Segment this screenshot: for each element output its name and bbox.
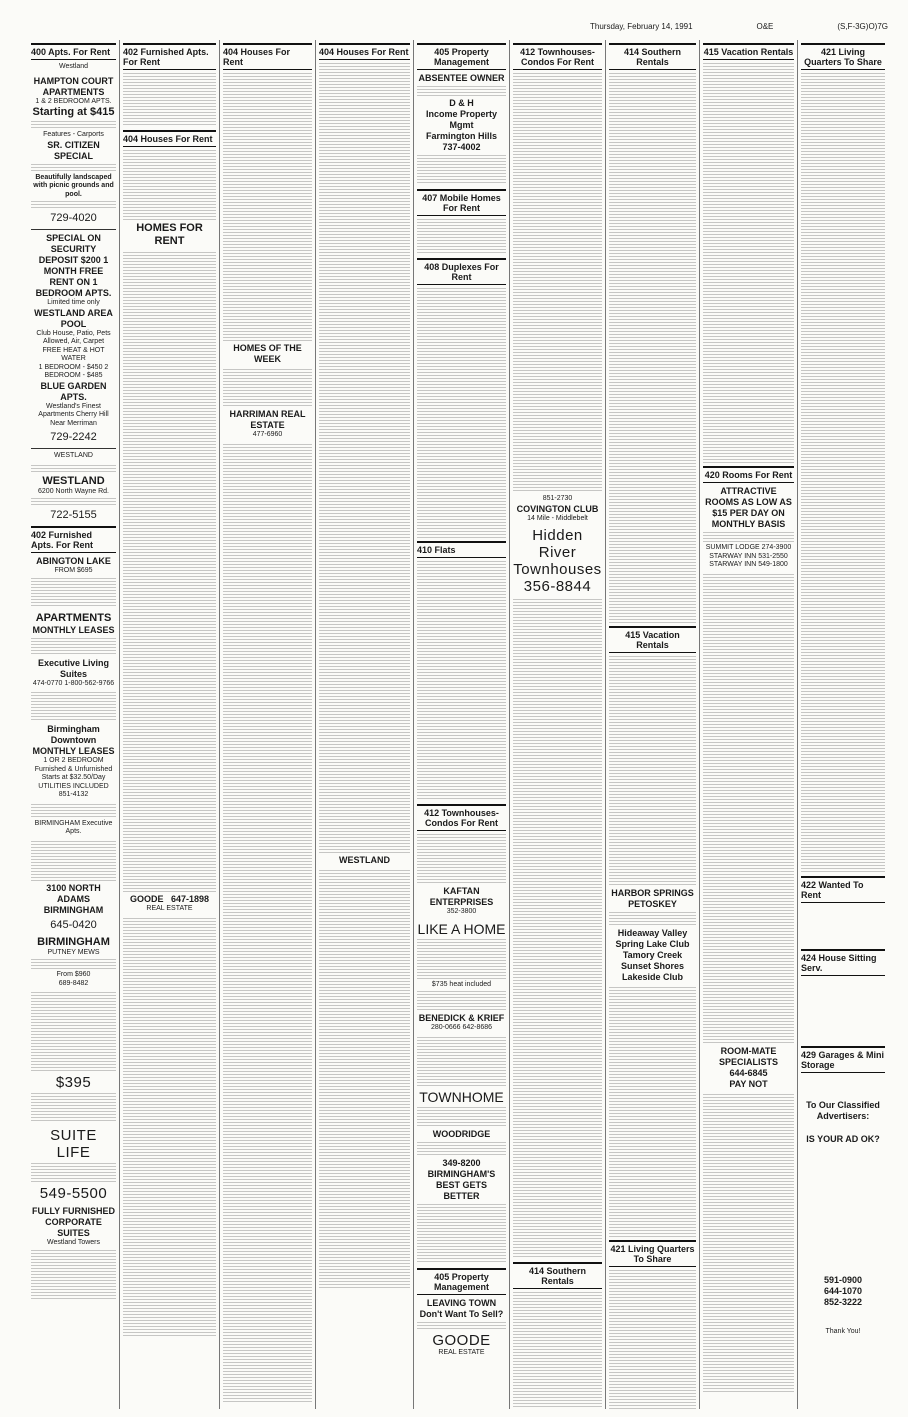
blank-space bbox=[801, 979, 885, 1043]
townhome-ad bbox=[417, 1089, 506, 1264]
starway1-line: STARWAY INN 531-2550 bbox=[709, 552, 788, 560]
pay-not: PAY NOT bbox=[729, 1078, 768, 1089]
homes-week-ad bbox=[223, 343, 312, 365]
goode-ad bbox=[123, 894, 216, 914]
divider bbox=[31, 448, 116, 449]
section-header: 404 Houses For Rent bbox=[223, 43, 312, 70]
harbor-ad bbox=[609, 888, 696, 983]
monthly-leases: MONTHLY LEASES bbox=[32, 624, 115, 635]
attractive-ad bbox=[703, 486, 794, 570]
fine-print bbox=[703, 1094, 794, 1394]
fine-print bbox=[609, 912, 696, 926]
section-header: 415 Vacation Rentals bbox=[703, 43, 794, 60]
benedick-title: BENEDICK & KRIEF bbox=[418, 1013, 505, 1023]
price-395: $395 bbox=[55, 1074, 92, 1091]
fine-print bbox=[223, 369, 312, 407]
rates-text: 1 BEDROOM - $450 2 BEDROOM - $485 bbox=[38, 363, 109, 379]
section-header: 404 Houses For Rent bbox=[319, 43, 410, 60]
harriman-ad bbox=[223, 409, 312, 440]
fine-print bbox=[703, 574, 794, 1044]
bham-exec: BIRMINGHAM Executive Apts. bbox=[34, 819, 113, 835]
goode-name: GOODE bbox=[129, 894, 164, 904]
fine-print bbox=[319, 870, 410, 1290]
section-header: 429 Garages & Mini Storage bbox=[801, 1046, 885, 1073]
suite-life-phone: 549-5500 bbox=[39, 1185, 108, 1202]
fully-sub: Westland Towers bbox=[46, 1239, 101, 1246]
westland-pool: WESTLAND AREA POOL bbox=[34, 307, 113, 329]
club-text: Club House, Patio, Pets Allowed, Air, Carpet bbox=[36, 329, 111, 345]
notice-ad bbox=[801, 1100, 885, 1337]
bham-best: BIRMINGHAM'S BEST GETS BETTER bbox=[427, 1168, 496, 1201]
dh-title: D & H bbox=[449, 98, 474, 108]
column-8 bbox=[700, 40, 798, 1409]
goode-title bbox=[123, 894, 216, 905]
apartments-ad bbox=[31, 612, 116, 689]
leaving-title: LEAVING TOWN Don't Want To Sell? bbox=[419, 1297, 504, 1319]
column-1 bbox=[28, 40, 120, 1409]
kaftan-phone: 352-3800 bbox=[446, 908, 477, 915]
goode2-title: GOODE bbox=[432, 1331, 491, 1349]
suite-life-title: SUITE LIFE bbox=[50, 1127, 97, 1161]
wayne-address: 6200 North Wayne Rd. bbox=[38, 487, 109, 495]
fine-print bbox=[417, 1204, 506, 1264]
section-header: 402 Furnished Apts. For Rent bbox=[31, 526, 116, 553]
goode-phone: 647-1898 bbox=[170, 894, 210, 904]
section-header: 412 Townhouses-Condos For Rent bbox=[417, 804, 506, 831]
hidden-river-sub: Townhouses bbox=[513, 561, 602, 578]
roommate-title: ROOM-MATE SPECIALISTS bbox=[718, 1045, 778, 1067]
heat-text: FREE HEAT & HOT WATER bbox=[42, 346, 105, 362]
price-395-ad bbox=[31, 1074, 116, 1123]
column-4 bbox=[316, 40, 414, 1409]
column-7 bbox=[606, 40, 700, 1409]
monthly2-sub: 1 OR 2 BEDROOM Furnished & Unfurnished Starts at $32.50/Day UTILITIES INCLUDED bbox=[34, 757, 113, 790]
fine-print bbox=[609, 656, 696, 886]
wayne-title: WESTLAND bbox=[42, 474, 105, 487]
masthead-code: (S,F-3G)O)7G bbox=[837, 22, 888, 31]
fine-print bbox=[223, 444, 312, 1404]
column-2 bbox=[120, 40, 220, 1409]
kaftan-ad bbox=[417, 886, 506, 917]
fine-print bbox=[513, 599, 602, 1259]
bham-downtown-title: Birmingham Downtown bbox=[47, 724, 100, 745]
abington-ad bbox=[31, 556, 116, 608]
suite-life-ad bbox=[31, 1127, 116, 1202]
fine-print bbox=[417, 219, 506, 255]
townhome-title: TOWNHOME bbox=[419, 1088, 504, 1105]
fine-print bbox=[31, 465, 116, 473]
fine-print bbox=[223, 73, 312, 341]
fine-print bbox=[609, 1270, 696, 1409]
section-header: 407 Mobile Homes For Rent bbox=[417, 189, 506, 216]
apartments-title: APARTMENTS bbox=[35, 611, 112, 624]
westland-label: Westland bbox=[58, 63, 89, 70]
section-header: 421 Living Quarters To Share bbox=[801, 43, 885, 70]
fine-print bbox=[123, 150, 216, 220]
adams-address: 3100 NORTH ADAMS BIRMINGHAM bbox=[43, 882, 104, 915]
fine-print bbox=[417, 1322, 506, 1330]
farmington-phone: Farmington Hills 737-4002 bbox=[425, 131, 497, 152]
section-header: 410 Flats bbox=[417, 541, 506, 558]
covington-sub: 14 Mile - Middlebelt bbox=[527, 514, 588, 522]
harriman-phone: 477-6960 bbox=[252, 431, 283, 438]
westland-title: WESTLAND bbox=[339, 855, 390, 865]
homes-week-title: HOMES OF THE WEEK bbox=[233, 343, 302, 364]
special-title: SPECIAL ON SECURITY DEPOSIT $200 1 MONTH FREE RENT ON 1 BEDROOM APTS. bbox=[35, 233, 112, 298]
covington-phone: 851-2730 bbox=[542, 495, 573, 502]
monthly2-title: MONTHLY LEASES bbox=[32, 746, 115, 756]
woodridge-title: WOODRIDGE bbox=[432, 1128, 491, 1139]
putney-ad bbox=[31, 936, 116, 989]
fine-print bbox=[31, 804, 116, 818]
hampton-title: HAMPTON COURT APARTMENTS bbox=[33, 75, 114, 97]
blue-garden-sub: Westland's Finest Apartments Cherry Hill Near Merriman bbox=[38, 402, 109, 427]
abington-price: FROM $695 bbox=[54, 567, 93, 574]
fine-print bbox=[319, 63, 410, 853]
notice-question: IS YOUR AD OK? bbox=[806, 1134, 880, 1144]
hidden-river-title: Hidden River bbox=[532, 527, 583, 561]
homes-for-rent-title: HOMES FOR RENT bbox=[136, 222, 203, 247]
harriman-title: HARRIMAN REAL ESTATE bbox=[229, 409, 306, 430]
citizen-title: SR. CITIZEN SPECIAL bbox=[47, 139, 100, 161]
hampton-extra: Features - Carports bbox=[43, 131, 104, 138]
fine-print bbox=[417, 1142, 506, 1156]
hampton-ad bbox=[31, 76, 116, 226]
fine-print bbox=[31, 959, 116, 969]
masthead bbox=[590, 22, 888, 31]
westland-ad bbox=[319, 855, 410, 866]
goode2-sub: REAL ESTATE bbox=[438, 1348, 485, 1356]
bham-downtown-ad bbox=[31, 724, 116, 800]
notice-phones: 591-0900 644-1070 852-3222 bbox=[823, 1275, 863, 1307]
fine-print bbox=[31, 692, 116, 722]
column-3 bbox=[220, 40, 316, 1409]
fully-title: FULLY FURNISHED CORPORATE SUITES bbox=[31, 1206, 115, 1238]
absentee-title: ABSENTEE OWNER bbox=[418, 73, 505, 83]
fine-print bbox=[609, 987, 696, 1237]
fine-print bbox=[31, 498, 116, 506]
fine-print bbox=[417, 561, 506, 801]
divider bbox=[31, 229, 116, 230]
putney-phone: 689-8482 bbox=[58, 979, 89, 987]
notice-thanks: Thank You! bbox=[825, 1328, 861, 1335]
leaving-ad bbox=[417, 1298, 506, 1358]
section-header: 412 Townhouses-Condos For Rent bbox=[513, 43, 602, 70]
covington-title: COVINGTON CLUB bbox=[516, 503, 599, 514]
roommate-phone: 644-6845 bbox=[729, 1067, 768, 1078]
fine-print bbox=[513, 73, 602, 493]
section-header: 422 Wanted To Rent bbox=[801, 876, 885, 903]
column-6 bbox=[510, 40, 606, 1409]
hampton-phone: 729-4020 bbox=[50, 212, 97, 224]
fine-print bbox=[417, 86, 506, 96]
roommate-ad bbox=[703, 1046, 794, 1090]
putney-price: From $960 bbox=[56, 971, 91, 978]
section-header: 400 Apts. For Rent bbox=[31, 43, 116, 60]
hampton-price: Starting at $415 bbox=[32, 106, 115, 118]
fine-print bbox=[417, 1037, 506, 1087]
fine-print bbox=[703, 532, 794, 542]
adams-ad bbox=[31, 883, 116, 932]
summit-line: SUMMIT LODGE 274-3900 bbox=[705, 544, 792, 551]
section-header: 405 Property Management bbox=[417, 43, 506, 70]
blank-space bbox=[801, 906, 885, 946]
hidden-river-phone: 356-8844 bbox=[523, 578, 592, 595]
fine-print bbox=[31, 638, 116, 656]
attractive-title: ATTRACTIVE ROOMS AS LOW AS $15 PER DAY ON MONTHLY BASIS bbox=[705, 486, 792, 529]
putney-title: BIRMINGHAM bbox=[37, 935, 110, 948]
fine-print bbox=[801, 73, 885, 873]
fine-print bbox=[31, 1093, 116, 1123]
fine-print bbox=[609, 73, 696, 623]
section-header: 404 Houses For Rent bbox=[123, 130, 216, 147]
harbor-title: HARBOR SPRINGS PETOSKEY bbox=[611, 888, 694, 909]
fine-print bbox=[31, 201, 116, 209]
westland2-label: WESTLAND bbox=[54, 452, 93, 459]
blue-garden-title: BLUE GARDEN APTS. bbox=[40, 380, 107, 402]
column-9 bbox=[798, 40, 888, 1409]
blue-garden-phone: 729-2242 bbox=[50, 431, 97, 443]
kaftan-title: KAFTAN ENTERPRISES bbox=[429, 886, 494, 907]
suites-phone: 474-0770 1-800-562-9766 bbox=[32, 679, 115, 687]
section-header: 424 House Sitting Serv. bbox=[801, 949, 885, 976]
covington-ad bbox=[513, 495, 602, 523]
fine-print bbox=[31, 578, 116, 608]
fine-print bbox=[31, 164, 116, 172]
wayne-ad bbox=[31, 475, 116, 523]
fully-ad bbox=[31, 1206, 116, 1300]
hampton-beds: 1 & 2 BEDROOM APTS. bbox=[35, 97, 112, 105]
blank-space bbox=[801, 1076, 885, 1098]
homes-for-rent-ad bbox=[123, 222, 216, 248]
section-header: 402 Furnished Apts. For Rent bbox=[123, 43, 216, 70]
fine-print bbox=[123, 73, 216, 127]
putney-sub: PUTNEY MEWS bbox=[47, 948, 100, 956]
section-header: 420 Rooms For Rent bbox=[703, 466, 794, 483]
hideaway-title: Hideaway Valley Spring Lake Club Tamory Creek Sunset Shores Lakeside Club bbox=[615, 928, 690, 982]
like-home-title: LIKE A HOME bbox=[417, 920, 506, 937]
fine-print bbox=[417, 939, 506, 979]
hidden-river-ad bbox=[513, 527, 602, 595]
fine-print bbox=[513, 1292, 602, 1409]
goode-sub: REAL ESTATE bbox=[146, 905, 193, 912]
fine-print bbox=[417, 991, 506, 1011]
section-header: 414 Southern Rentals bbox=[609, 43, 696, 70]
fine-print bbox=[417, 155, 506, 185]
masthead-paper: O&E bbox=[756, 22, 774, 31]
fine-print bbox=[123, 918, 216, 1338]
section-header: 414 Southern Rentals bbox=[513, 1262, 602, 1289]
woodridge-phone: 349-8200 bbox=[442, 1157, 481, 1168]
section-header: 415 Vacation Rentals bbox=[609, 626, 696, 653]
fine-print bbox=[417, 288, 506, 538]
price-735: $735 heat included bbox=[431, 980, 492, 988]
fine-print bbox=[31, 121, 116, 129]
income-title: Income Property Mgmt bbox=[425, 109, 498, 130]
fine-print bbox=[31, 1163, 116, 1183]
fine-print bbox=[31, 841, 116, 881]
limited-text: Limited time only bbox=[47, 299, 100, 306]
fine-print bbox=[31, 992, 116, 1072]
fine-print bbox=[123, 252, 216, 892]
suites-title: Executive Living Suites bbox=[37, 657, 110, 679]
fine-print bbox=[417, 1107, 506, 1127]
special-ad bbox=[31, 233, 116, 444]
masthead-date: Thursday, February 14, 1991 bbox=[590, 22, 693, 31]
fine-print bbox=[31, 1250, 116, 1300]
column-5 bbox=[414, 40, 510, 1409]
section-header: 421 Living Quarters To Share bbox=[609, 1240, 696, 1267]
abington-title: ABINGTON LAKE bbox=[36, 556, 111, 566]
fine-print bbox=[703, 63, 794, 463]
wayne-phone: 722-5155 bbox=[50, 509, 97, 521]
starway2-line: STARWAY INN 549-1800 bbox=[709, 561, 788, 568]
landscaped-text: Beautifully landscaped with picnic grounds and pool. bbox=[33, 173, 114, 198]
like-home-ad bbox=[417, 921, 506, 1033]
section-header: 408 Duplexes For Rent bbox=[417, 258, 506, 285]
section-header: 405 Property Management bbox=[417, 1268, 506, 1295]
absentee-ad bbox=[417, 73, 506, 185]
benedick-phones: 280-0666 642-8686 bbox=[430, 1024, 493, 1031]
adams-phone: 645-0420 bbox=[50, 918, 97, 931]
notice-title: To Our Classified Advertisers: bbox=[806, 1100, 880, 1121]
monthly2-phone: 851-4132 bbox=[58, 791, 89, 798]
fine-print bbox=[417, 834, 506, 884]
